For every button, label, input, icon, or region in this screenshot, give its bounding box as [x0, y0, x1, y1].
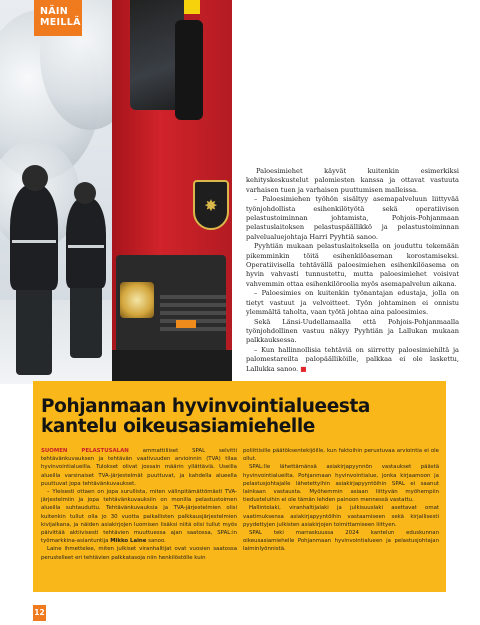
- section-badge-line1: NÄIN: [40, 6, 68, 17]
- truck-marker-light: [176, 320, 196, 328]
- firefighter-legs: [70, 283, 102, 358]
- article-paragraph: Sekä Länsi-Uudellamaalla että Pohjois-Pohjanmaalla työnjohdollinen vastuu näkyy Pyyhtiän ja Lallukan mukaan palkkauksessa.: [246, 317, 459, 345]
- article-column: [246, 167, 459, 374]
- person-name: Mikko Laine: [110, 538, 147, 545]
- fact-box-text: – Yleisesti ottaen on jopa surullista, miten välinpitämättömästi TVA-järjestelmiin ja jopa tehtävänkuvauksiin on monilla pelastustoimen alueilla suhtauduttu. Tehtävänkuvauksia ja TVA-järjestelmien olisi kuitenkin tullut olla jo 30 vuotta paikallisten palkkausjärjestelmien kivijalkana, ja näiden asiakirjojen luomisen lisäksi niitä olisi tullut myös päivittää aktiivisesti tehtävien muuttuessa ajan saatossa, SPAL:in työmarkkina-asiantuntija: [41, 489, 237, 545]
- reflective-band: [68, 245, 104, 248]
- truck-grill: [160, 295, 226, 335]
- article-paragraph-text: – Kun hallinnollisia tehtäviä on siirretty paloesimiehiltä ja palomestareilta palopäälliköille, palkkaa ei ole laskettu, Lallukka sanoo.: [246, 345, 459, 373]
- fact-box-lead: SUOMEN PELASTUSALAN: [41, 448, 129, 454]
- truck-bumper: [112, 350, 232, 384]
- firefighter-2: [66, 198, 106, 288]
- section-badge-line2: MEILLÄ: [40, 17, 81, 28]
- article-paragraph-last: [246, 346, 459, 374]
- fact-box-paragraph: poliittisille päätöksentekijöille, kun faktoihin perustuvaa arviointia ei ole ollut.: [243, 448, 439, 463]
- emblem-star-icon: ✸: [204, 196, 218, 215]
- article-paragraph: – Paloesimies on kuitenkin työnantajan edustaja, jolla on tietyt vastuut ja velvoitteet. Työn johtaminen ei onnistu ylemmältä taholta, vaan työtä johtaa aina paloesimies.: [246, 289, 459, 317]
- truck-headlight: [120, 282, 154, 318]
- firefighter-legs: [16, 285, 52, 375]
- fact-box-column-right: [243, 447, 439, 554]
- fact-box-text: sanoo.: [146, 538, 166, 545]
- article-photo: [0, 0, 232, 384]
- fact-box-paragraph: Hallintolaki, viranhaltijalaki ja julkisuuslaki asettavat omat vaatimuksensa asiakirjapyyntöihin vastaamiseen sekä kirjallisesti pyydettyjen julkisten asiakirjojen toimittamiseen liittyen.: [243, 505, 439, 528]
- fact-box-paragraph: [41, 488, 237, 545]
- fact-box-paragraph: Laine ihmettelee, miten julkiset viranhaltijat ovat vuosien saatossa perustelleet eri tehtävien palkkatasoja niin henkilöstölle kuin: [41, 546, 237, 561]
- page-number: 12: [33, 605, 46, 621]
- fact-box-column-left: [41, 447, 237, 562]
- fact-box-paragraph: SPAL teki marraskuussa 2024 kantelun eduskunnan oikeusasiamiehelle Pohjanmaan hyvinvointialueen ja pelastusjohtajan laiminlyönnistä.: [243, 530, 439, 553]
- reflective-band: [12, 240, 56, 243]
- article-paragraph: Pyyhtiän mukaan pelastuslaitoksella on jouduttu tekemään pikemminkin töitä esihenkilöaseman korostamiseksi. Operatiivisella tehtävällä paloesimiehen esihenkilöasema on hyvin vahvasti tunnustettu, mutta paloesimiehet voisivat vahvemmin ottaa esihenkilöroolia myös asemapalvelun aikana.: [246, 242, 459, 288]
- fact-box-paragraph: SPAL:lle lähettämänsä asiakirjapyynnön vastaukset päästä hyvinvointialueilta. Pohjanmaan hyvinvointialue, jonka kirjaamoon ja pelastusjohtajalle lähetettyihin asiakirjapyyntöihin SPAL ei saanut lainkaan vastausta. Myöhemmin asiaan liittyvän myöhempiin tiedusteluihin ei ole tämän lehden painoon mennessä vastattu.: [243, 464, 439, 504]
- fact-box: [33, 381, 446, 592]
- end-mark-icon: ■: [300, 364, 307, 373]
- firefighter-1: [10, 185, 58, 290]
- section-badge: [34, 0, 82, 36]
- article-paragraph: – Paloesimiehen työhön sisältyy asemapalveluun liittyvää työnjohdollista esihenkilötyötä sekä operatiivisen pelastustoiminnan johtamista, Pohjois-Pohjanmaan pelastuslaitoksen pelastuspäällikkö ja pelastustoiminnan palvelualuejohtaja Harri Pyyhtiä sanoo.: [246, 195, 459, 241]
- article-paragraph: Paloesimiehet käyvät kuitenkin esimerkiksi kehityskeskustelut palomiesten kanssa ja ottavat vastuuta varhaisen tuen ja varhaisen puuttumisen malleissa.: [246, 167, 459, 194]
- fact-box-text: ammattiliiset SPAL selvitti tehtävänkuvauksen ja tehtävän vaativuuden arvioinnin (TVA) tilaa hyvinvointialueilla. Tulokset olivat jossain määrin yllättäviä. Useilla alueilla varsinaiset TVA-järjestelmät puuttuvat, ja kahdella alueella puuttuvat jopa tehtävänkuvaukset.: [41, 448, 237, 487]
- firefighter-2-head: [74, 182, 96, 204]
- firefighter-1-head: [22, 165, 48, 191]
- fact-box-title: Pohjanmaan hyvinvointialueesta kantelu oikeusasiamiehelle: [41, 396, 370, 437]
- truck-mirror: [175, 20, 203, 120]
- fact-box-paragraph: [41, 447, 237, 488]
